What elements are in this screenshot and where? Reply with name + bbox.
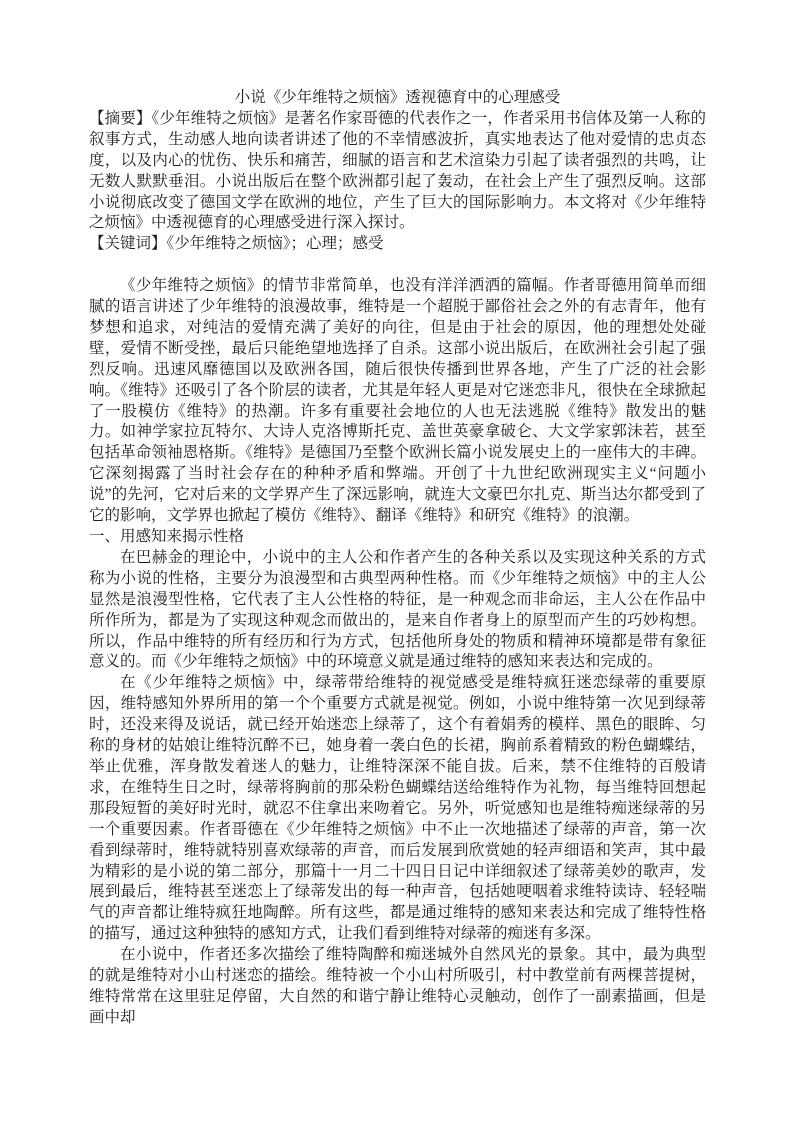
section1-paragraph-1: 在巴赫金的理论中，小说中的主人公和作者产生的各种关系以及实现这种关系的方式称为小说的性格，主要分为浪漫型和古典型两种性格。而《少年维特之烦恼》中的主人公显然是浪漫型性格，它代表了主人公性格的特征，是一种观念而非命运，主人公在作品中所作所为，都是为了实现这种观念而做出的，是来自作者身上的原型而产生的巧妙构想。所以，作品中维特的所有经历和行为方式，包括他所身处的物质和精神环境都是带有象征意义的。而《少年维特之烦恼》中的环境意义就是通过维特的感知来表达和完成的。 [89,548,706,671]
abstract-paragraph: 【摘要】《少年维特之烦恼》是著名作家哥德的代表作之一，作者采用书信体及第一人称的叙事方式，生动感人地向读者讲述了他的不幸情感波折，真实地表达了他对爱情的忠贞态度，以及内心的忧伤、快乐和痛苦，细腻的语言和艺术渲染力引起了读者强烈的共鸣，让无数人默默垂泪。小说出版后在整个欧洲都引起了轰动，在社会上产生了强烈反响。这部小说彻底改变了德国文学在欧洲的地位，产生了巨大的国际影响力。本文将对《少年维特之烦恼》中透视德育的心理感受进行深入探讨。 [89,109,706,232]
section1-paragraph-3: 在小说中，作者还多次描绘了维特陶醉和痴迷城外自然风光的景象。其中，最为典型的就是维特对小山村迷恋的描绘。维特被一个小山村所吸引，村中教堂前有两棵菩提树，维特常常在这里驻足停留，大自然的和谐宁静让维特心灵触动，创作了一副素描画，但是画中却 [89,946,706,1026]
blank-line [89,255,706,276]
section1-paragraph-2: 在《少年维特之烦恼》中，绿蒂带给维特的视觉感受是维特疯狂迷恋绿蒂的重要原因，维特感知外界所用的第一个个重要方式就是视觉。例如，小说中维特第一次见到绿蒂时，还没来得及说话，就已经开始迷恋上绿蒂了，这个有着娟秀的模样、黑色的眼眸、匀称的身材的姑娘让维特沉醉不已，她身着一袭白色的长裙，胸前系着精致的粉色蝴蝶结，举止优雅，浑身散发着迷人的魅力，让维特深深不能自拔。后来，禁不住维特的百般请求，在维特生日之时，绿蒂将胸前的那朵粉色蝴蝶结送给维特作为礼物，每当维特回想起那段短暂的美好时光时，就忍不住拿出来吻着它。另外，听觉感知也是维特痴迷绿蒂的另一个重要因素。作者哥德在《少年维特之烦恼》中不止一次地描述了绿蒂的声音，第一次看到绿蒂时，维特就特别喜欢绿蒂的声音，而后发展到欣赏她的轻声细语和笑声，其中最为精彩的是小说的第二部分，那篇十一月二十四日日记中详细叙述了绿蒂美妙的歌声，发展到最后，维特甚至迷恋上了绿蒂发出的每一种声音，包括她哽咽着求维特读诗、轻轻喘气的声音都让维特疯狂地陶醉。所有这些，都是通过维特的感知来表达和完成了维特性格的描写，通过这种独特的感知方式，让我们看到维特对绿蒂的痴迷有多深。 [89,674,706,943]
intro-paragraph: 《少年维特之烦恼》的情节非常简单，也没有洋洋洒洒的篇幅。作者哥德用简单而细腻的语言讲述了少年维特的浪漫故事，维特是一个超脱于鄙俗社会之外的有志青年，他有梦想和追求，对纯洁的爱情充满了美好的向往，但是由于社会的原因，他的理想处处碰壁，爱情不断受挫，最后只能绝望地选择了自杀。这部小说出版后，在欧洲社会引起了强烈反响。迅速风靡德国以及欧洲各国，随后很快传播到世界各地，产生了广泛的社会影响。《维特》还吸引了各个阶层的读者，尤其是年轻人更是对它迷恋非凡，很快在全球掀起了一股模仿《维特》的热潮。许多有重要社会地位的人也无法逃脱《维特》散发出的魅力。如神学家拉瓦特尔、大诗人克洛博斯托克、盖世英豪拿破仑、大文学家郭沫若，甚至包括革命领袖恩格斯。《维特》是德国乃至整个欧洲长篇小说发展史上的一座伟大的丰碑。它深刻揭露了当时社会存在的种种矛盾和弊端。开创了十九世纪欧洲现实主义“问题小说”的先河，它对后来的文学界产生了深远影响，就连大文豪巴尔扎克、斯当达尔都受到了它的影响，文学界也掀起了模仿《维特》、翻译《维特》和研究《维特》的浪潮。 [89,277,706,525]
document-title: 小说《少年维特之烦恼》透视德育中的心理感受 [234,89,561,106]
section1-heading: 一、用感知来揭示性格 [89,528,245,546]
keywords-line: 【关键词】《少年维特之烦恼》；心理；感受 [89,235,384,253]
document-content [89,88,706,1029]
